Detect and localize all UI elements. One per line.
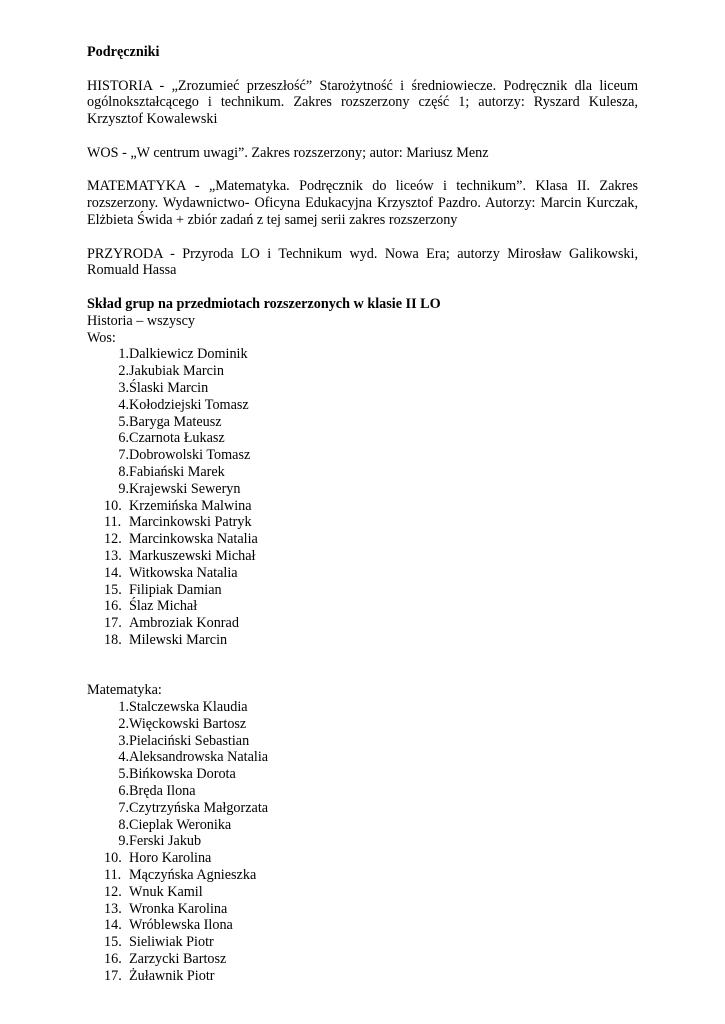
list-item-name: Pielaciński Sebastian <box>129 732 250 749</box>
list-item-name: Milewski Marcin <box>129 631 228 648</box>
list-item-name: Cieplak Weronika <box>129 816 232 833</box>
list-item <box>87 481 638 498</box>
list-item-number: 10. <box>104 850 122 867</box>
list-item <box>87 615 638 632</box>
list-item-name: Żuławnik Piotr <box>129 967 215 984</box>
list-item-number: 2. <box>118 363 129 380</box>
historia-group-line: Historia – wszyscy <box>87 312 195 329</box>
list-item-name: Ślaz Michał <box>129 598 198 615</box>
book-historia: HISTORIA - „Zrozumieć przeszłość” Starożytność i średniowiecze. Podręcznik dla liceum ogólnokształcącego i technikum. Zakres rozszerzony część 1; autorzy: Ryszard Kulesza, Krzysztof Kowalewski <box>87 77 638 128</box>
list-item-number: 8. <box>118 463 129 480</box>
list-item-number: 18. <box>104 631 122 648</box>
list-item-number: 8. <box>118 816 129 833</box>
list-item-name: Czytrzyńska Małgorzata <box>129 799 269 816</box>
list-item-number: 5. <box>118 766 129 783</box>
book-przyroda: PRZYRODA - Przyroda LO i Technikum wyd. Nowa Era; autorzy Mirosław Galikowski, Romuald Hassa <box>87 245 638 279</box>
list-item-name: Fabiański Marek <box>129 463 225 480</box>
list-item-name: Witkowska Natalia <box>129 564 238 581</box>
page-title: Podręczniki <box>87 44 160 60</box>
list-item-name: Zarzycki Bartosz <box>129 951 227 968</box>
list-item <box>87 867 638 884</box>
list-item <box>87 901 638 918</box>
list-item <box>87 346 638 363</box>
list-item-number: 11. <box>104 867 122 884</box>
wos-group-list <box>87 346 638 648</box>
matematyka-group-list <box>87 699 638 985</box>
list-item-name: Czarnota Łukasz <box>129 430 225 447</box>
list-item <box>87 498 638 515</box>
list-item <box>87 800 638 817</box>
list-item-number: 14. <box>104 564 122 581</box>
list-item-name: Sieliwiak Piotr <box>129 934 214 951</box>
document-page <box>87 44 638 985</box>
list-item-name: Dalkiewicz Dominik <box>129 346 248 363</box>
list-item-name: Bręda Ilona <box>129 783 196 800</box>
list-item-name: Wronka Karolina <box>129 900 228 917</box>
groups-title: Skład grup na przedmiotach rozszerzonych w klasie II LO <box>87 295 441 312</box>
list-item-number: 12. <box>104 883 122 900</box>
list-item-name: Ambroziak Konrad <box>129 615 239 632</box>
list-item-number: 14. <box>104 917 122 934</box>
list-item-number: 15. <box>104 581 122 598</box>
list-item <box>87 363 638 380</box>
list-item-name: Ślaski Marcin <box>129 379 209 396</box>
list-item-number: 16. <box>104 598 122 615</box>
list-item-number: 9. <box>118 480 129 497</box>
list-item-number: 7. <box>118 447 129 464</box>
list-item <box>87 632 638 649</box>
list-item <box>87 582 638 599</box>
list-item-number: 9. <box>118 833 129 850</box>
list-item-name: Stalczewska Klaudia <box>129 699 248 716</box>
list-item-number: 10. <box>104 497 122 514</box>
list-item-name: Marcinkowski Patryk <box>129 514 252 531</box>
list-item-number: 16. <box>104 951 122 968</box>
list-item-name: Marcinkowska Natalia <box>129 531 258 548</box>
list-item-number: 4. <box>118 396 129 413</box>
list-item-number: 13. <box>104 547 122 564</box>
list-item-number: 5. <box>118 413 129 430</box>
list-item-name: Jakubiak Marcin <box>129 363 224 380</box>
list-item <box>87 917 638 934</box>
list-item <box>87 749 638 766</box>
list-item-number: 4. <box>118 749 129 766</box>
list-item <box>87 514 638 531</box>
list-item <box>87 968 638 985</box>
list-item-number: 17. <box>104 967 122 984</box>
list-item-number: 1. <box>118 699 129 716</box>
list-item-number: 7. <box>118 799 129 816</box>
list-item-number: 11. <box>104 514 122 531</box>
list-item <box>87 833 638 850</box>
list-item-name: Filipiak Damian <box>129 581 222 598</box>
list-item <box>87 951 638 968</box>
list-item-number: 15. <box>104 934 122 951</box>
list-item <box>87 716 638 733</box>
list-item <box>87 548 638 565</box>
list-item-number: 6. <box>118 430 129 447</box>
list-item <box>87 766 638 783</box>
list-item <box>87 884 638 901</box>
list-item <box>87 565 638 582</box>
list-item-number: 3. <box>118 732 129 749</box>
list-item <box>87 464 638 481</box>
list-item-number: 17. <box>104 615 122 632</box>
list-item-name: Bińkowska Dorota <box>129 766 236 783</box>
list-item-number: 3. <box>118 379 129 396</box>
list-item <box>87 531 638 548</box>
list-item-number: 1. <box>118 346 129 363</box>
book-matematyka: MATEMATYKA - „Matematyka. Podręcznik do liceów i technikum”. Klasa II. Zakres rozszerzony. Wydawnictwo- Oficyna Edukacyjna Krzysztof Pazdro. Autorzy: Marcin Kurczak, Elżbieta Świda + zbiór zadań z tej samej serii zakres rozszerzony <box>87 178 638 228</box>
list-item-name: Baryga Mateusz <box>129 413 222 430</box>
list-item <box>87 733 638 750</box>
list-item-name: Horo Karolina <box>129 850 212 867</box>
matematyka-group-label: Matematyka: <box>87 682 162 699</box>
list-item-name: Kołodziejski Tomasz <box>129 396 249 413</box>
list-item-name: Aleksandrowska Natalia <box>129 749 269 766</box>
list-item-number: 2. <box>118 715 129 732</box>
list-item-name: Ferski Jakub <box>129 833 202 850</box>
list-item <box>87 397 638 414</box>
list-item-name: Wróblewska Ilona <box>129 917 233 934</box>
list-item <box>87 447 638 464</box>
wos-group-label: Wos: <box>87 329 116 346</box>
list-item <box>87 817 638 834</box>
list-item-name: Krajewski Seweryn <box>129 480 241 497</box>
list-item <box>87 414 638 431</box>
list-item-number: 12. <box>104 531 122 548</box>
list-item <box>87 934 638 951</box>
list-item-name: Wnuk Kamil <box>129 883 203 900</box>
list-item-name: Dobrowolski Tomasz <box>129 447 251 464</box>
list-item <box>87 380 638 397</box>
list-item-number: 6. <box>118 783 129 800</box>
book-wos: WOS - „W centrum uwagi”. Zakres rozszerzony; autor: Mariusz Menz <box>87 144 489 161</box>
list-item-number: 13. <box>104 900 122 917</box>
list-item-name: Markuszewski Michał <box>129 547 256 564</box>
list-item <box>87 783 638 800</box>
list-item-name: Więckowski Bartosz <box>129 715 247 732</box>
list-item <box>87 699 638 716</box>
list-item <box>87 598 638 615</box>
list-item <box>87 430 638 447</box>
list-item <box>87 850 638 867</box>
list-item-name: Krzemińska Malwina <box>129 497 252 514</box>
list-item-name: Mączyńska Agnieszka <box>129 867 257 884</box>
